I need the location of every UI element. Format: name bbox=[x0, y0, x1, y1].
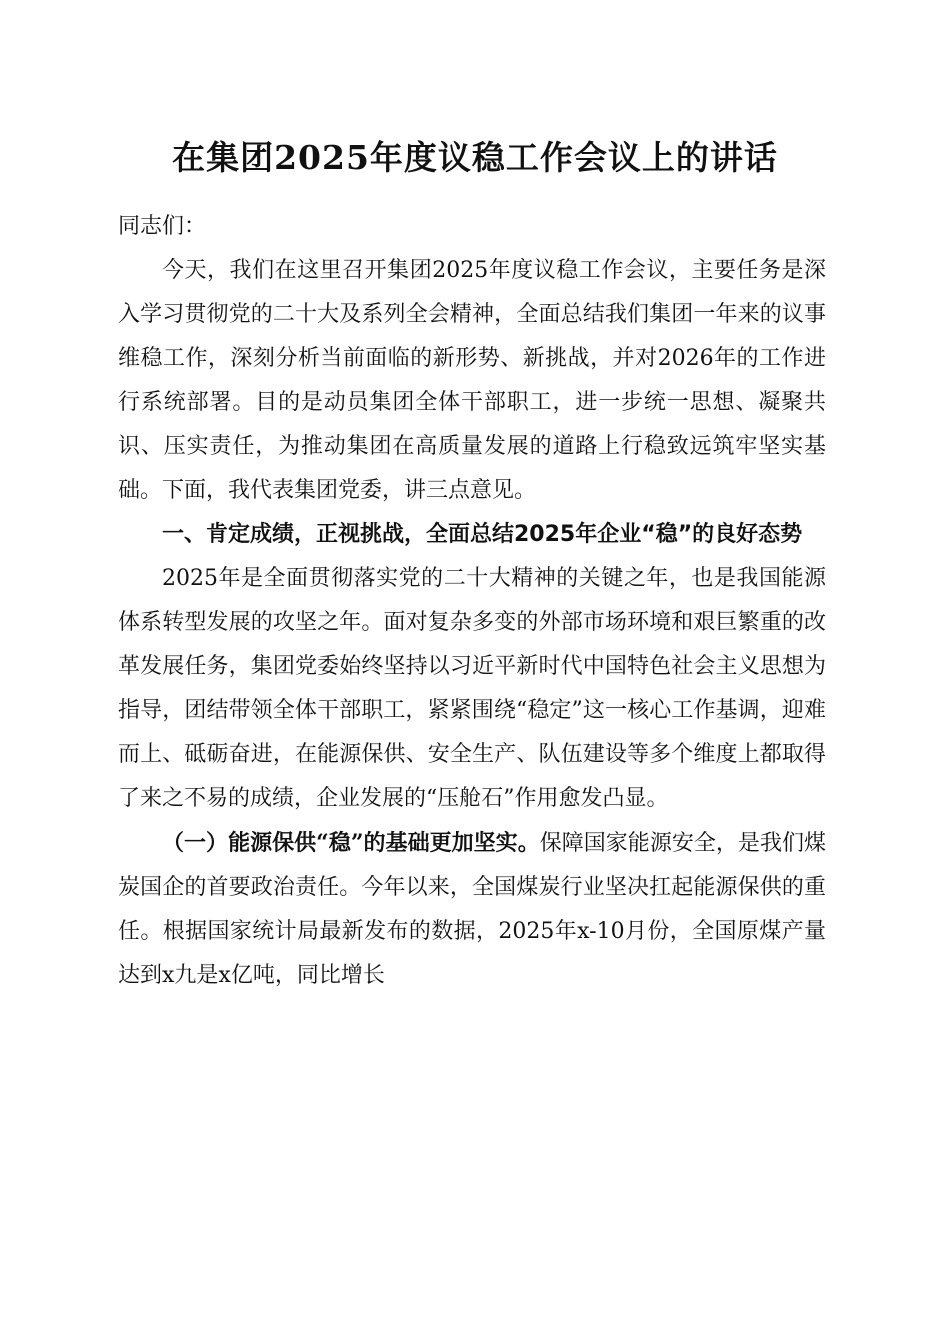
document-title: 在集团2025年度议稳工作会议上的讲话 bbox=[172, 138, 778, 177]
document-body bbox=[118, 205, 826, 998]
salutation: 同志们： bbox=[118, 214, 207, 239]
subsection-one-lead: （一）能源保供“稳”的基础更加坚实。 bbox=[162, 830, 540, 856]
intro-paragraph: 今天，我们在这里召开集团2025年度议稳工作会议，主要任务是深入学习贯彻党的二十大及系列全会精神，全面总结我们集团一年来的议事维稳工作，深刻分析当前面临的新形势、新挑战，并对2026年的工作进行系统部署。目的是动员集团全体干部职工，进一步统一思想、凝聚共识、压实责任，为推动集团在高质量发展的道路上行稳致远筑牢坚实基础。下面，我代表集团党委，讲三点意见。 bbox=[118, 258, 826, 503]
section-one-heading: 一、肯定成绩，正视挑战，全面总结2025年企业“稳”的良好态势 bbox=[162, 522, 803, 547]
subsection-one-text: 保障国家能源安全，是我们煤炭国企的首要政治责任。今年以来，全国煤炭行业坚决扛起能源保供的重任。根据国家统计局最新发布的数据，2025年x-10月份，全国原煤产量达到x九是x亿吨，同比增长 bbox=[118, 831, 826, 988]
section-one-paragraph: 2025年是全面贯彻落实党的二十大精神的关键之年，也是我国能源体系转型发展的攻坚之年。面对复杂多变的外部市场环境和艰巨繁重的改革发展任务，集团党委始终坚持以习近平新时代中国特色社会主义思想为指导，团结带领全体干部职工，紧紧围绕“稳定”这一核心工作基调，迎难而上、砥砺奋进，在能源保供、安全生产、队伍建设等多个维度上都取得了来之不易的成绩，企业发展的“压舱石”作用愈发凸显。 bbox=[118, 566, 826, 811]
subsection-one-paragraph bbox=[118, 821, 826, 998]
